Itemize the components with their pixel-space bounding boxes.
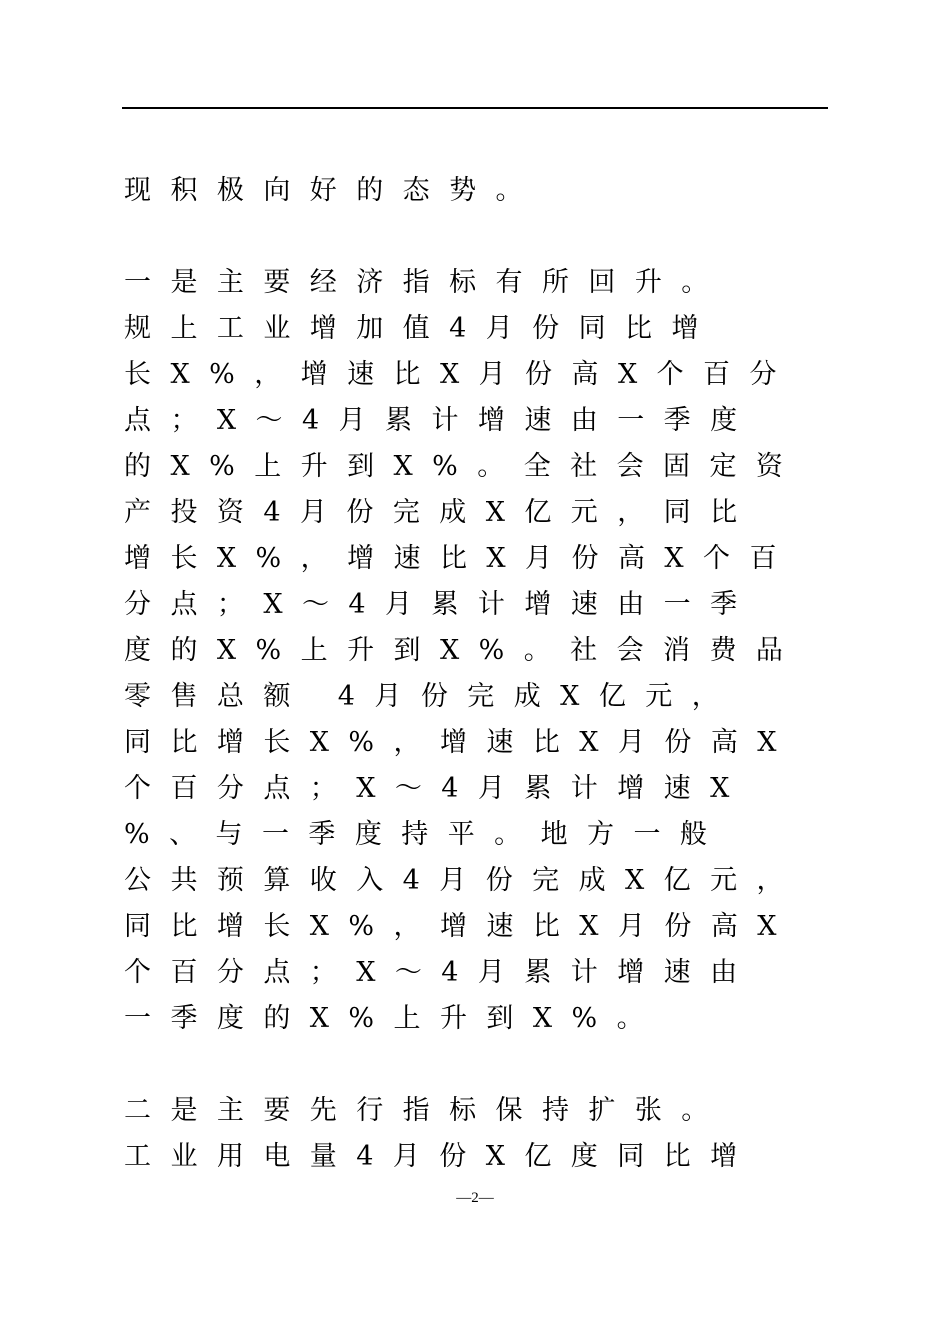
text-line: 增长X%，增速比X月份高X个百: [124, 543, 796, 574]
text-line: 一季度的X%上升到X%。: [124, 1003, 664, 1034]
text-line: 同比增长X%，增速比X月份高X: [124, 727, 796, 758]
text-line: 个百分点；X～4月累计增速X: [124, 773, 749, 804]
text-line: 工业用电量4月份X亿度同比增: [124, 1141, 757, 1172]
text-line: 长X%，增速比X月份高X个百分: [124, 359, 796, 390]
text-line: 度的X%上升到X%。社会消费品: [124, 635, 803, 666]
text-line: 公共预算收入4月份完成X亿元，: [124, 865, 803, 896]
text-line: 个百分点；X～4月累计增速由: [124, 957, 757, 988]
text-line: 点；X～4月累计增速由一季度: [124, 405, 757, 436]
text-line: 同比增长X%，增速比X月份高X: [124, 911, 796, 942]
text-line: %、与一季度持平。地方一般: [124, 819, 727, 850]
blank-line: [124, 214, 814, 260]
text-line: 规上工业增加值4月份同比增: [124, 313, 718, 344]
text-line: 产投资4月份完成X亿元，同比: [124, 497, 757, 528]
body-text: [124, 168, 814, 1180]
page-number: —2—: [456, 1190, 494, 1206]
text-line: 一是主要经济指标有所回升。: [124, 267, 728, 298]
header-rule: [122, 107, 828, 109]
text-line: 分点；X～4月累计增速由一季: [124, 589, 757, 620]
text-line: 零售总额 4月份完成X亿元，: [124, 681, 739, 712]
text-line: 二是主要先行指标保持扩张。: [124, 1095, 728, 1126]
text-line: 的X%上升到X%。全社会固定资: [124, 451, 803, 482]
text-line: 现积极向好的态势。: [124, 175, 542, 206]
blank-line: [124, 1042, 814, 1088]
